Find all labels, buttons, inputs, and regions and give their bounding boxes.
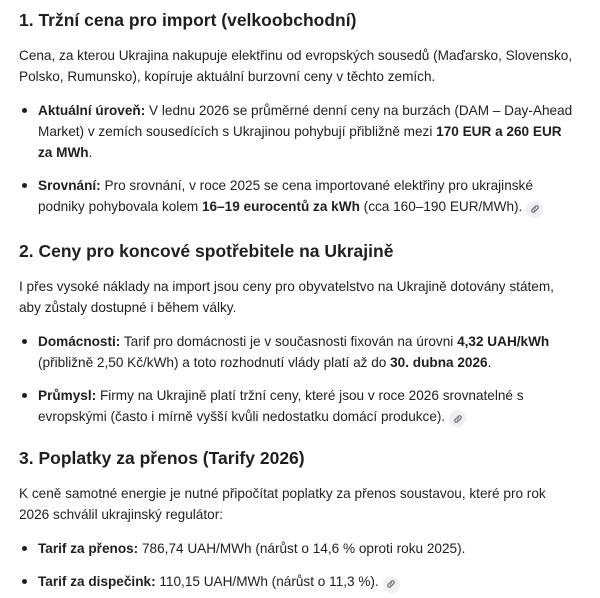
- list-item: [19, 100, 578, 163]
- section-import-price: [19, 8, 578, 218]
- bullet-list: [19, 331, 578, 428]
- item-highlight: 30. dubna 2026: [390, 354, 488, 370]
- section-transmission-fees: [19, 446, 578, 593]
- item-label: Tarif za přenos:: [38, 541, 139, 556]
- section-heading: 2. Ceny pro koncové spotřebitele na Ukrajině: [19, 240, 394, 261]
- source-link-button[interactable]: [383, 576, 400, 593]
- item-label: Domácnosti:: [38, 333, 121, 349]
- list-item: [19, 571, 578, 593]
- item-text: Pro srovnání, v roce 2025 se cena importované elektřiny pro ukrajinské podniky pohybovala kolem: [38, 178, 533, 214]
- list-item: [19, 538, 578, 559]
- link-icon: [386, 579, 396, 589]
- item-label: Srovnání:: [38, 178, 101, 193]
- item-label: Tarif za dispečink:: [38, 574, 156, 589]
- list-item: [19, 331, 578, 373]
- list-item: [19, 385, 578, 428]
- link-icon: [530, 204, 540, 214]
- bullet-list: [19, 538, 578, 593]
- section-intro: Cena, za kterou Ukrajina nakupuje elektřinu od evropských sousedů (Maďarsko, Slovensko, Polsko, Rumunsko), kopíruje aktuální burzovní ceny v těchto zemích.: [19, 48, 573, 84]
- list-item: [19, 175, 578, 218]
- item-text: V lednu 2026 se průměrné denní ceny na burzách (DAM – Day-Ahead Market) v zemích sousedících s Ukrajinou pohybují přibližně mezi: [38, 103, 573, 139]
- item-label: Aktuální úroveň:: [38, 103, 146, 118]
- item-label: Průmysl:: [38, 387, 97, 403]
- section-heading: 1. Tržní cena pro import (velkoobchodní): [19, 10, 357, 30]
- bullet-list: [19, 100, 578, 218]
- item-highlight: 16–19 eurocentů za kWh: [201, 199, 360, 214]
- section-heading: 3. Poplatky za přenos (Tarify 2026): [19, 448, 305, 468]
- section-consumer-prices: [19, 239, 578, 428]
- item-text: 110,15 UAH/MWh (nárůst o 11,3 %).: [155, 574, 379, 589]
- item-highlight: 170 EUR a 260 EUR za MWh: [38, 124, 562, 160]
- link-icon: [453, 414, 463, 424]
- item-text: (přibližně 2,50 Kč/kWh) a toto rozhodnutí vlády platí až do: [38, 354, 391, 370]
- item-text: .: [487, 354, 492, 370]
- item-text: .: [88, 145, 93, 160]
- item-text: Firmy na Ukrajině platí tržní ceny, které jsou v roce 2026 srovnatelné s evropskými (často i mírně vyšší kvůli nedostatku domácí produkce).: [38, 387, 524, 424]
- source-link-button[interactable]: [526, 201, 543, 218]
- item-text: (cca 160–190 EUR/MWh).: [359, 199, 523, 214]
- item-text: Tarif pro domácnosti je v současnosti fixován na úrovni: [120, 333, 458, 349]
- source-link-button[interactable]: [449, 410, 466, 427]
- item-highlight: 4,32 UAH/kWh: [457, 333, 550, 349]
- item-text: 786,74 UAH/MWh (nárůst o 14,6 % oproti roku 2025).: [138, 541, 466, 556]
- section-intro: K ceně samotné energie je nutné připočítat poplatky za přenos soustavou, které pro rok 2026 schválil ukrajinský regulátor:: [19, 486, 546, 522]
- section-intro: I přes vysoké náklady na import jsou ceny pro obyvatelstvo na Ukrajině dotovány státem, aby zůstaly dostupné i během války.: [19, 278, 554, 315]
